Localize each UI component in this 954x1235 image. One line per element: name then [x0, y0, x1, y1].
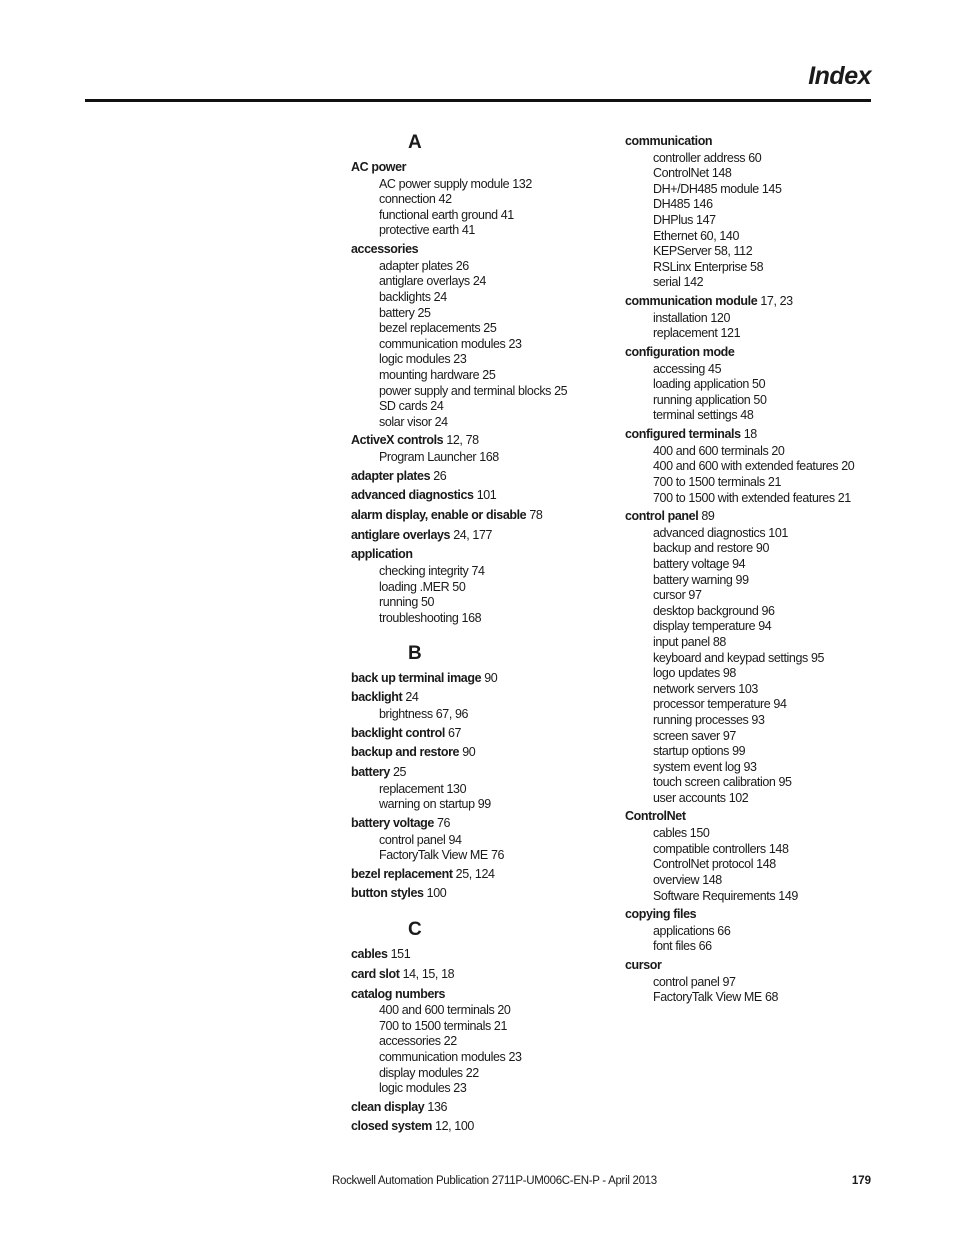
index-subentry: RSLinx Enterprise 58: [653, 259, 764, 274]
section-letter: C: [408, 919, 422, 941]
index-subentry: functional earth ground 41: [379, 207, 514, 222]
section-letter: A: [408, 132, 422, 153]
index-term-line: [351, 945, 611, 964]
index-entry: [351, 743, 611, 762]
index-subentry: 400 and 600 terminals 20: [653, 443, 785, 458]
index-pages: 78: [529, 508, 543, 523]
index-term: card slot: [351, 966, 400, 981]
index-term-line: [625, 132, 885, 151]
index-entry: [351, 965, 611, 984]
index-subentry: communication modules 23: [379, 336, 522, 351]
index-entry: [351, 865, 611, 884]
index-term: battery: [351, 764, 390, 779]
index-entry: [351, 506, 611, 525]
index-entry: [625, 132, 885, 291]
index-subentry: serial 142: [653, 275, 704, 290]
index-entry: [351, 526, 611, 545]
section-letter: B: [408, 642, 422, 664]
index-term-line: [351, 965, 611, 984]
index-subentry: FactoryTalk View ME 76: [379, 848, 505, 863]
index-subentry: Software Requirements 149: [653, 888, 798, 903]
index-pages: 90: [462, 745, 476, 760]
index-subentry: troubleshooting 168: [379, 610, 482, 625]
index-pages: 24, 177: [453, 527, 493, 542]
index-subentry: font files 66: [653, 939, 712, 954]
index-section: [625, 132, 885, 1006]
index-section: [351, 643, 611, 904]
index-term: advanced diagnostics: [351, 488, 474, 503]
index-pages: 89: [701, 509, 715, 524]
index-term: ControlNet: [625, 809, 686, 824]
index-subentry: display modules 22: [379, 1065, 479, 1080]
index-subentry: logic modules 23: [379, 352, 467, 367]
index-term-line: [351, 431, 611, 450]
index-subentry: 700 to 1500 with extended features 21: [653, 490, 851, 505]
index-subentry: ControlNet protocol 148: [653, 857, 776, 872]
index-term: backlight: [351, 690, 403, 705]
index-subentry: controller address 60: [653, 150, 762, 165]
index-term: configuration mode: [625, 344, 735, 359]
index-entry: [625, 905, 885, 955]
index-column-right: [625, 132, 885, 1022]
index-entry: [625, 507, 885, 806]
index-term-line: [351, 467, 611, 486]
index-subentry: running 50: [379, 595, 435, 610]
index-pages: 25, 124: [455, 866, 495, 881]
index-subentry: bezel replacements 25: [379, 321, 497, 336]
index-term: configured terminals: [625, 427, 741, 442]
index-pages: 100: [426, 886, 447, 901]
index-entry: [351, 1098, 611, 1117]
index-subentry: advanced diagnostics 101: [653, 525, 788, 540]
index-subentry: 400 and 600 with extended features 20: [653, 459, 855, 474]
index-entry: [351, 814, 611, 864]
index-term: back up terminal image: [351, 670, 482, 685]
index-term: cables: [351, 947, 388, 962]
index-subentry: keyboard and keypad settings 95: [653, 650, 825, 665]
index-entry: [351, 431, 611, 465]
index-entry: [351, 545, 611, 626]
index-entry: [625, 956, 885, 1006]
index-subentry: power supply and terminal blocks 25: [379, 383, 568, 398]
index-pages: 24: [405, 690, 419, 705]
index-term: closed system: [351, 1119, 432, 1134]
index-term-line: [351, 526, 611, 545]
index-subentry: backlights 24: [379, 289, 447, 304]
index-term-line: [351, 486, 611, 505]
index-subentry: touch screen calibration 95: [653, 775, 792, 790]
index-subentry: backup and restore 90: [653, 541, 769, 556]
index-subentry: DH+/DH485 module 145: [653, 181, 782, 196]
index-subentry: 700 to 1500 terminals 21: [379, 1018, 507, 1033]
index-term-line: [351, 545, 611, 564]
page-title: Index: [808, 62, 871, 90]
index-pages: 90: [484, 670, 498, 685]
index-subentry: protective earth 41: [379, 223, 475, 238]
index-subentry: Ethernet 60, 140: [653, 228, 740, 243]
index-term-line: [625, 292, 885, 311]
footer-publication: Rockwell Automation Publication 2711P-UM006C-EN-P - April 2013: [332, 1175, 657, 1187]
index-term-line: [351, 158, 611, 177]
index-subentry: terminal settings 48: [653, 408, 754, 423]
index-term: AC power: [351, 160, 407, 174]
index-subentry: warning on startup 99: [379, 797, 491, 812]
index-subentry: adapter plates 26: [379, 258, 469, 273]
index-subentry: mounting hardware 25: [379, 367, 496, 382]
index-section: [351, 132, 611, 627]
index-subentry: battery voltage 94: [653, 556, 746, 571]
index-subentry: running application 50: [653, 392, 767, 407]
index-subentry: logic modules 23: [379, 1081, 467, 1096]
index-subentry: compatible controllers 148: [653, 841, 789, 856]
index-subentry: loading .MER 50: [379, 579, 466, 594]
index-subentry: control panel 94: [379, 832, 462, 847]
index-subentry: accessing 45: [653, 361, 722, 376]
index-subentry: accessories 22: [379, 1034, 457, 1049]
index-term: communication: [625, 134, 713, 148]
index-subentry: control panel 97: [653, 974, 736, 989]
index-term: copying files: [625, 907, 697, 922]
index-entry: [351, 467, 611, 486]
index-pages: 17, 23: [760, 294, 793, 309]
index-subentry: DH485 146: [653, 197, 713, 212]
index-entry: [351, 240, 611, 430]
index-term-line: [351, 1098, 611, 1117]
index-subentry: cursor 97: [653, 588, 702, 603]
index-entry: [351, 985, 611, 1097]
index-pages: 136: [427, 1099, 448, 1114]
index-term: battery voltage: [351, 815, 434, 830]
index-entry: [351, 884, 611, 903]
index-subentry: AC power supply module 132: [379, 176, 532, 191]
index-subentry: FactoryTalk View ME 68: [653, 990, 779, 1005]
index-term-line: [625, 807, 885, 826]
index-term: catalog numbers: [351, 986, 446, 1001]
index-term-line: [625, 425, 885, 444]
index-subentry: replacement 130: [379, 781, 467, 796]
index-subentry: applications 66: [653, 923, 731, 938]
index-pages: 14, 15, 18: [402, 966, 455, 981]
index-subentry: ControlNet 148: [653, 166, 732, 181]
index-entry: [351, 158, 611, 239]
index-term-line: [351, 506, 611, 525]
index-subentry: network servers 103: [653, 681, 758, 696]
index-term-line: [625, 956, 885, 975]
index-term-line: [351, 814, 611, 833]
index-column-left: [351, 132, 611, 1152]
index-term-line: [351, 240, 611, 259]
header-rule: [85, 99, 871, 102]
index-term: bezel replacement: [351, 866, 453, 881]
index-subentry: display temperature 94: [653, 619, 772, 634]
index-pages: 18: [743, 427, 757, 442]
index-pages: 26: [433, 468, 447, 483]
index-subentry: communication modules 23: [379, 1049, 522, 1064]
index-pages: 101: [476, 488, 497, 503]
index-section: [351, 919, 611, 1136]
index-term: clean display: [351, 1099, 425, 1114]
index-subentry: SD cards 24: [379, 399, 444, 414]
index-term-line: [351, 688, 611, 707]
index-term: button styles: [351, 886, 424, 901]
index-subentry: running processes 93: [653, 712, 765, 727]
index-term-line: [351, 669, 611, 688]
index-subentry: overview 148: [653, 872, 722, 887]
index-entry: [351, 688, 611, 722]
index-subentry: installation 120: [653, 310, 730, 325]
index-term: backlight control: [351, 725, 445, 740]
index-pages: 67: [447, 725, 462, 740]
index-subentry: input panel 88: [653, 634, 726, 649]
index-subentry: Program Launcher 168: [379, 450, 499, 465]
footer-page-number: 179: [851, 1175, 871, 1187]
index-pages: 12, 78: [446, 433, 479, 448]
index-subentry: connection 42: [379, 192, 452, 207]
index-term: communication module: [625, 294, 758, 309]
index-pages: 25: [392, 764, 407, 779]
index-term-line: [351, 724, 611, 743]
index-subentry: DHPlus 147: [653, 213, 716, 228]
index-term: accessories: [351, 242, 419, 257]
index-entry: [625, 292, 885, 342]
index-subentry: desktop background 96: [653, 603, 775, 618]
index-subentry: checking integrity 74: [379, 564, 485, 579]
index-entry: [625, 343, 885, 424]
index-entry: [351, 669, 611, 688]
index-subentry: battery 25: [379, 305, 431, 320]
index-term-line: [351, 1117, 611, 1136]
index-pages: 151: [390, 947, 411, 962]
index-term: adapter plates: [351, 468, 431, 483]
index-subentry: processor temperature 94: [653, 697, 787, 712]
index-subentry: screen saver 97: [653, 728, 736, 743]
index-term-line: [625, 507, 885, 526]
index-term-line: [351, 763, 611, 782]
index-entry: [351, 486, 611, 505]
index-pages: 76: [437, 815, 451, 830]
index-subentry: KEPServer 58, 112: [653, 244, 753, 259]
index-subentry: cables 150: [653, 826, 710, 841]
index-subentry: system event log 93: [653, 759, 757, 774]
index-term: backup and restore: [351, 745, 460, 760]
index-subentry: user accounts 102: [653, 790, 749, 805]
index-subentry: battery warning 99: [653, 572, 749, 587]
index-term-line: [351, 884, 611, 903]
index-entry: [351, 724, 611, 743]
index-subentry: replacement 121: [653, 326, 741, 341]
index-subentry: solar visor 24: [379, 414, 448, 429]
index-pages: 12, 100: [435, 1119, 474, 1134]
index-term-line: [351, 743, 611, 762]
index-entry: [351, 1117, 611, 1136]
index-term: cursor: [625, 958, 662, 973]
index-entry: [625, 425, 885, 506]
index-subentry: 700 to 1500 terminals 21: [653, 474, 781, 489]
index-subentry: brightness 67, 96: [379, 706, 469, 721]
index-term-line: [625, 343, 885, 362]
index-term-line: [625, 905, 885, 924]
index-term-line: [351, 985, 611, 1004]
index-term: application: [351, 547, 413, 562]
index-term: alarm display, enable or disable: [351, 508, 527, 523]
index-entry: [351, 945, 611, 964]
index-subentry: logo updates 98: [653, 666, 736, 681]
index-term-line: [351, 865, 611, 884]
index-term: control panel: [625, 509, 699, 524]
index-subentry: 400 and 600 terminals 20: [379, 1003, 511, 1018]
index-entry: [625, 807, 885, 904]
index-term: antiglare overlays: [351, 527, 451, 542]
index-subentry: loading application 50: [653, 377, 766, 392]
index-entry: [351, 763, 611, 813]
index-subentry: startup options 99: [653, 744, 746, 759]
index-subentry: antiglare overlays 24: [379, 274, 486, 289]
index-term: ActiveX controls: [351, 433, 444, 448]
